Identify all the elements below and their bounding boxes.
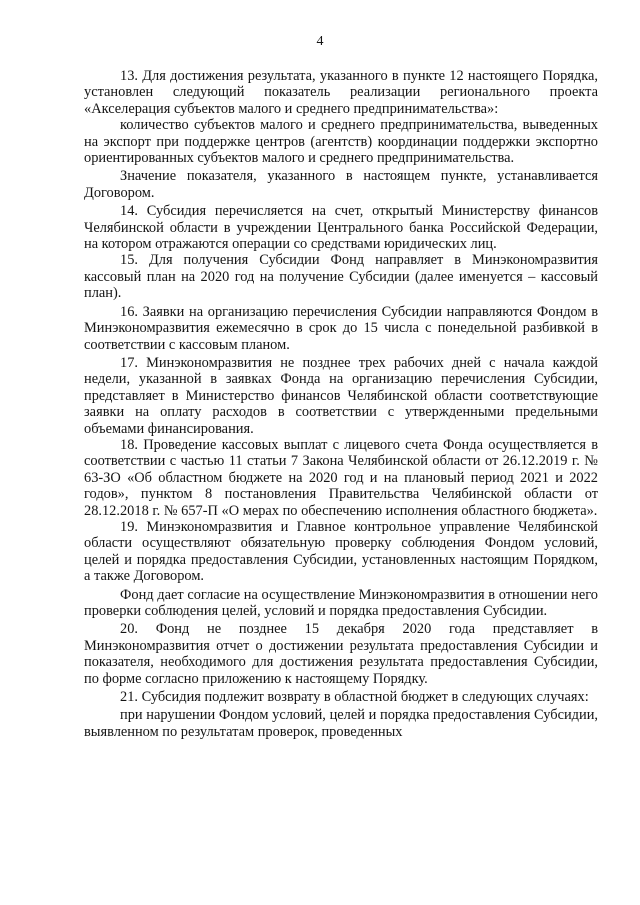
paragraph-21-case-1: при нарушении Фондом условий, целей и порядка предоставления Субсидии, выявленном по результатам проверок, проведенных: [84, 707, 598, 740]
paragraph-18: 18. Проведение кассовых выплат с лицевого счета Фонда осуществляется в соответствии с частью 11 статьи 7 Закона Челябинской области от 26.12.2019 г. № 63-ЗО «Об областном бюджете на 2020 год и на плановый период 2021 и 2022 годов», пунктом 8 постановления Правительства Челябинской области от 28.12.2018 г. № 657-П «О мерах по обеспечению исполнения областного бюджета».: [84, 436, 598, 519]
paragraph-13-value: Значение показателя, указанного в настоящем пункте, устанавливается Договором.: [84, 168, 598, 201]
paragraph-19-consent: Фонд дает согласие на осуществление Минэкономразвития в отношении него проверки соблюдения целей, условий и порядка предоставления Субсидии.: [84, 586, 598, 619]
paragraph-16: 16. Заявки на организацию перечисления Субсидии направляются Фондом в Минэкономразвития ежемесячно в срок до 15 числа с понедельной разбивкой в соответствии с кассовым планом.: [84, 303, 598, 353]
page-number: 4: [316, 34, 324, 49]
paragraph-14: 14. Субсидия перечисляется на счет, открытый Министерству финансов Челябинской области в учреждении Центрального банка Российской Федерации, на котором отражаются операции со средствами юридических лиц.: [84, 203, 598, 253]
paragraph-17: 17. Минэкономразвития не позднее трех рабочих дней с начала каждой недели, указанной в заявках Фонда на организацию перечисления Субсидии, представляет в Министерство финансов Челябинской области соответствующие заявки на оплату расходов в соответствии с утвержденными предельными объемами финансирования.: [84, 354, 598, 437]
paragraph-21: 21. Субсидия подлежит возврату в областной бюджет в следующих случаях:: [120, 689, 589, 706]
paragraph-15: 15. Для получения Субсидии Фонд направляет в Минэкономразвития кассовый план на 2020 год на получение Субсидии (далее именуется – кассовый план).: [84, 252, 598, 302]
paragraph-19: 19. Минэкономразвития и Главное контрольное управление Челябинской области осуществляют обязательную проверку соблюдения Фондом условий, целей и порядка предоставления Субсидии, установленных настоящим Порядком, а также Договором.: [84, 518, 598, 585]
paragraph-20: 20. Фонд не позднее 15 декабря 2020 года представляет в Минэкономразвития отчет о достижении результата предоставления Субсидии и показателя, необходимого для достижения результата предоставления Субсидии, по форме согласно приложению к настоящему Порядку.: [84, 621, 598, 687]
document-body: [84, 68, 598, 740]
paragraph-13-indicator: количество субъектов малого и среднего предпринимательства, выведенных на экспорт при поддержке центров (агентств) координации поддержки экспортно ориентированных субъектов малого и среднего предпринимательства.: [84, 117, 598, 167]
paragraph-13: 13. Для достижения результата, указанного в пункте 12 настоящего Порядка, установлен следующий показатель реализации регионального проекта «Акселерация субъектов малого и среднего предпринимательства»:: [84, 68, 598, 117]
